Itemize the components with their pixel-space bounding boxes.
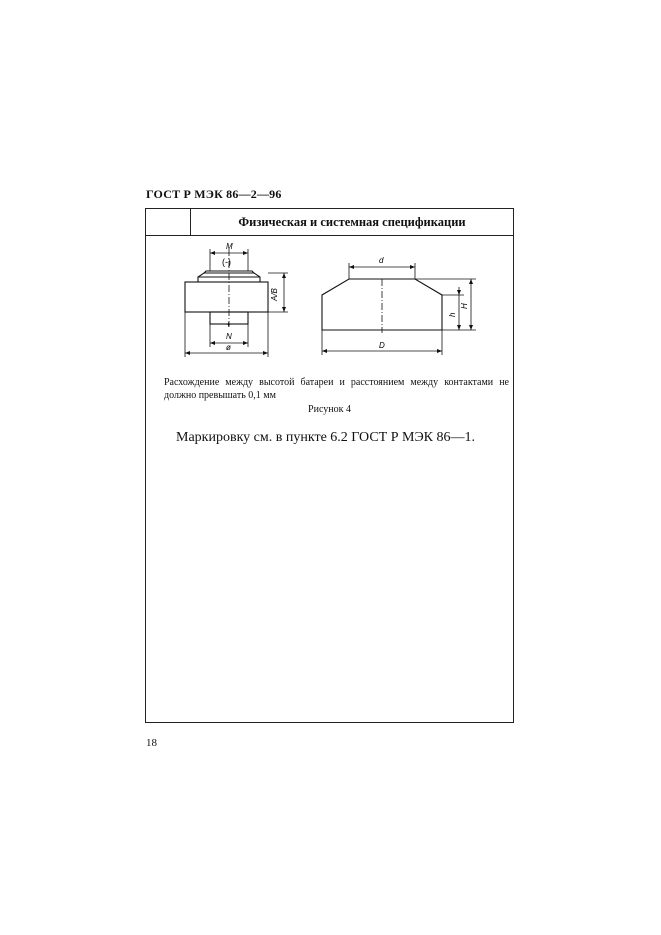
left-battery-body [185, 282, 268, 312]
label-h-small: h [448, 312, 457, 317]
figure-note: Расхождение между высотой батареи и расстоянием между контактами не должно превышать 0,1 мм [164, 377, 509, 401]
table-title: Физическая и системная спецификации [238, 215, 466, 229]
label-h-big: H [460, 303, 469, 309]
figure-caption: Рисунок 4 [308, 404, 351, 415]
label-plus: + [226, 320, 231, 329]
label-n: N [226, 332, 232, 341]
battery-drawing [146, 209, 513, 374]
specification-frame [145, 208, 514, 723]
label-minus: (-) [222, 257, 231, 267]
label-m: M [226, 242, 233, 251]
marking-text: Маркировку см. в пункте 6.2 ГОСТ Р МЭК 86—1. [176, 430, 476, 445]
label-d-small: d [379, 256, 384, 265]
label-ab: A/B [270, 288, 279, 301]
document-header: ГОСТ Р МЭК 86—2—96 [146, 187, 282, 201]
label-d-big: D [379, 341, 385, 350]
page-number: 18 [146, 737, 157, 749]
label-diameter: ø [226, 343, 231, 352]
